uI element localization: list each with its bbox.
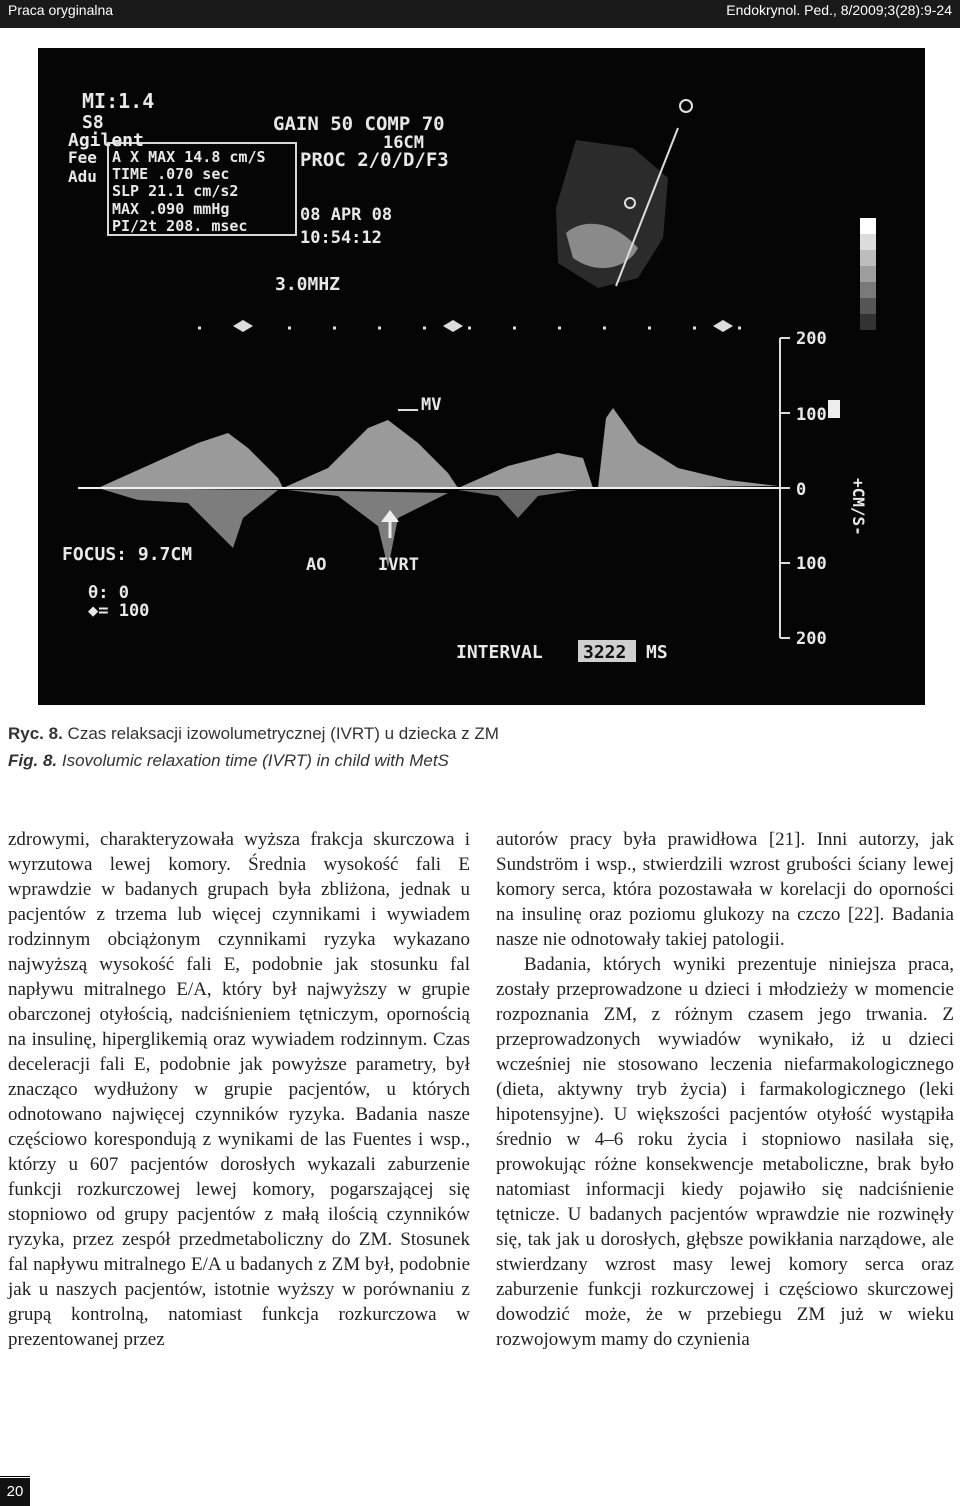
max-pressure-readout: MAX .090 mmHg [112,200,230,218]
pressure-half-time-readout: PI/2t 208. msec [112,217,248,235]
slope-readout: SLP 21.1 cm/s2 [112,182,239,200]
scale-label-100-top: 100 [796,405,827,425]
proc-readout: PROC 2/0/D/F3 [300,149,449,171]
left-text-column [8,827,470,1352]
filter-readout: ◆= 100 [88,601,150,621]
right-text-column [496,827,954,1352]
depth-readout: 16CM [383,133,424,153]
caption-text-polish: Czas relaksacji izowolumetrycznej (IVRT) u dziecka z ZM [62,724,499,743]
right-paragraph-1: autorów pracy była prawidłowa [21]. Inni autorzy, jak Sundström i wsp., stwierdzili wzrost grubości ściany lewej komory serca, która pozostawała w korelacji do oporności na insulinę oraz poziomu glukozy na czczo [22]. Badania nasze nie odnotowały takiej patologii. [496,829,954,950]
max-velocity-readout: A X MAX 14.8 cm/S [112,148,266,166]
caption-label-polish: Ryc. 8. [8,724,63,743]
frequency-readout: 3.0MHZ [275,274,341,295]
date-readout: 08 APR 08 [300,205,393,225]
image-background [38,48,925,705]
doppler-echo-figure [38,48,925,705]
running-header [0,0,960,28]
scale-label-0: 0 [796,480,807,500]
mv-label: MV [421,395,442,415]
caption-label-english: Fig. 8. [8,751,58,770]
ao-label: AO [306,555,327,575]
interval-label: INTERVAL [456,642,543,663]
doppler-image [38,48,925,705]
scale-label-200-bottom: 200 [796,629,827,649]
fee-readout: Fee [68,148,97,167]
header-journal-citation: Endokrynol. Ped., 8/2009;3(28):9-24 [726,2,952,18]
focus-readout: FOCUS: 9.7CM [62,544,193,565]
angle-readout: θ: 0 [88,583,129,603]
velocity-unit-label: +CM/S- [849,478,868,536]
ivrt-label: IVRT [378,555,419,575]
header-section-label: Praca oryginalna [8,2,114,18]
interval-unit: MS [646,642,668,663]
page-number: 20 [0,1478,30,1506]
left-paragraph-1: zdrowymi, charakteryzowała wyższa frakcja skurczowa i wyrzutowa lewej komory. Średnia wysokość fali E wprawdzie w badanych grupach była zbliżona, jednak u pacjentów z trzema lub więcej czynnikami i wywiadem rodzinnym obciążonym czynnikami ryzyka wykazano najwyższą wysokość fali E, podobnie jak stosunku fal napływu mitralnego E/A, który był najwyższy w grupie obarczonej otyłością, nadciśnieniem tętniczym, opornością na insulinę, hiperglikemią oraz wywiadem rodzinnym. Czas deceleracji fali E, podobnie jak powyższe parametry, był znacząco wydłużony w grupie pacjentów, u których odnotowano najwięcej czynników ryzyka. Badania nasze częściowo korespondują z wynikami de las Fuentes i wsp., którzy u 607 pacjentów dorosłych wykazali zaburzenie funkcji rozkurczowej lewej komory, pogarszającej się stopniowo od grupy pacjentów z małą ilością czynników ryzyka, przez zespół przedmetaboliczny do ZM. Stosunek fal napływu mitralnego E/A u badanych z ZM był, podobnie jak u naszych pacjentów, istotnie wyższy w porównaniu z grupą kontrolną, natomiast funkcja rozkurczowa w prezentowanej przez [8,829,470,1350]
figure-caption-polish [8,724,499,744]
interval-value: 3222 [583,642,627,663]
mi-readout: MI:1.4 [82,89,155,113]
agilent-readout: Agilent [68,130,144,151]
figure-caption-english [8,751,449,771]
scale-label-100-bottom: 100 [796,554,827,574]
caption-text-english: Isovolumic relaxation time (IVRT) in child with MetS [57,751,449,770]
scale-label-200-top: 200 [796,329,827,349]
clock-readout: 10:54:12 [300,228,382,248]
time-readout: TIME .070 sec [112,165,230,183]
gain-readout: GAIN 50 COMP 70 [273,113,445,135]
right-paragraph-2: Badania, których wyniki prezentuje niniejsza praca, zostały przeprowadzone u dzieci i młodzieży w momencie rozpoznania ZM, z różnym czasem jego trwania. Z przeprowadzonych wywiadów wynikało, iż u dzieci wcześniej nie stosowano leczenia niefarmakologicznego (dieta, aktywny tryb życia) i farmakologicznego (leki hipotensyjne). U większości pacjentów otyłość wystąpiła średnio w 4–6 roku życia i stopniowo nasilała się, prowokując różne konsekwencje metaboliczne, brak było natomiast informacji kiedy pojawiło się nadciśnienie tętnicze. U badanych pacjentów wprawdzie nie rozwinęły się, tak jak u dorosłych, głębsze powikłania narządowe, ale stwierdzany wzrost masy lewej komory serca oraz zaburzenie funkcji rozkurczowej i częściowo skurczowej dowodzić może, że w przebiegu ZM już w wieku rozwojowym mamy do czynienia [496,954,954,1350]
s8-readout: S8 [82,112,104,133]
adu-readout: Adu [68,167,97,186]
footer-rule [0,1476,30,1477]
